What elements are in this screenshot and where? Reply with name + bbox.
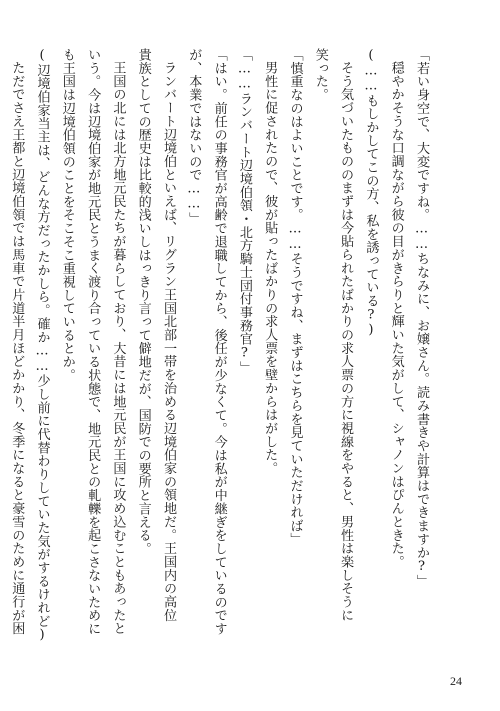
text-line: 「若い身空で、大変ですね。……ちなみに、お嬢さん。読み書きや計算はできますか?」	[414, 48, 429, 588]
text-line: 男性に促されたので、彼が貼ったばかりの求人票を壁からはがした。	[262, 61, 278, 475]
text-line: 王国の北には北方地元民たちが暮らしており、大昔には地元民が王国に攻め込むこともあったと	[110, 61, 126, 636]
page-number: 24	[450, 674, 462, 688]
text-line: 「慎重なのはよいことです。……そうですね、まずはこちらを見ていただければ」	[287, 48, 303, 546]
text-line: 笑った。	[312, 48, 328, 102]
text-line: も王国は辺境伯領のことをそこそこ重視しているとか。	[59, 48, 75, 382]
vertical-text-body	[9, 48, 434, 643]
text-line: 穏やかそうな口調ながら彼の目がきらりと輝いた気がして、シャノンはぴんときた。	[388, 61, 404, 569]
text-line: (……もしかしてこの方、私を誘っている?)	[363, 48, 379, 338]
text-line: いう。今は辺境伯家が地元民とうまく渡り合っている状態で、地元民との軋轢を起こさないために	[85, 48, 101, 636]
text-line: 貴族としての歴史は比較的浅いしはっきり言って僻地だが、国防での要所と言える。	[135, 48, 151, 556]
text-line: ただでさえ王都と辺境伯領では馬車で片道半月ほどかかり、冬季になると豪雪のために通行が困	[9, 61, 25, 636]
text-line: 「はい。前任の事務官が高齢で退職してから、後任が少なくて。今は私が中継ぎをしているのです	[211, 48, 227, 636]
text-line: ランバート辺境伯といえば、リグラン王国北部一帯を治める辺境伯家の領地だ。王国内の高位	[161, 61, 177, 622]
text-line: (辺境伯家当主は、どんな方だったかしら。確か……少し前に代替わりしていた気がするけれど)	[34, 48, 50, 643]
text-line: が、本業ではないので……」	[186, 48, 202, 226]
text-line: 「……ランバート辺境伯領・北方騎士団付事務官?」	[236, 48, 252, 375]
text-line: そう気づいたもののまずは今貼られたばかりの求人票の方に視線をやると、男性は楽しそうに	[338, 61, 354, 622]
